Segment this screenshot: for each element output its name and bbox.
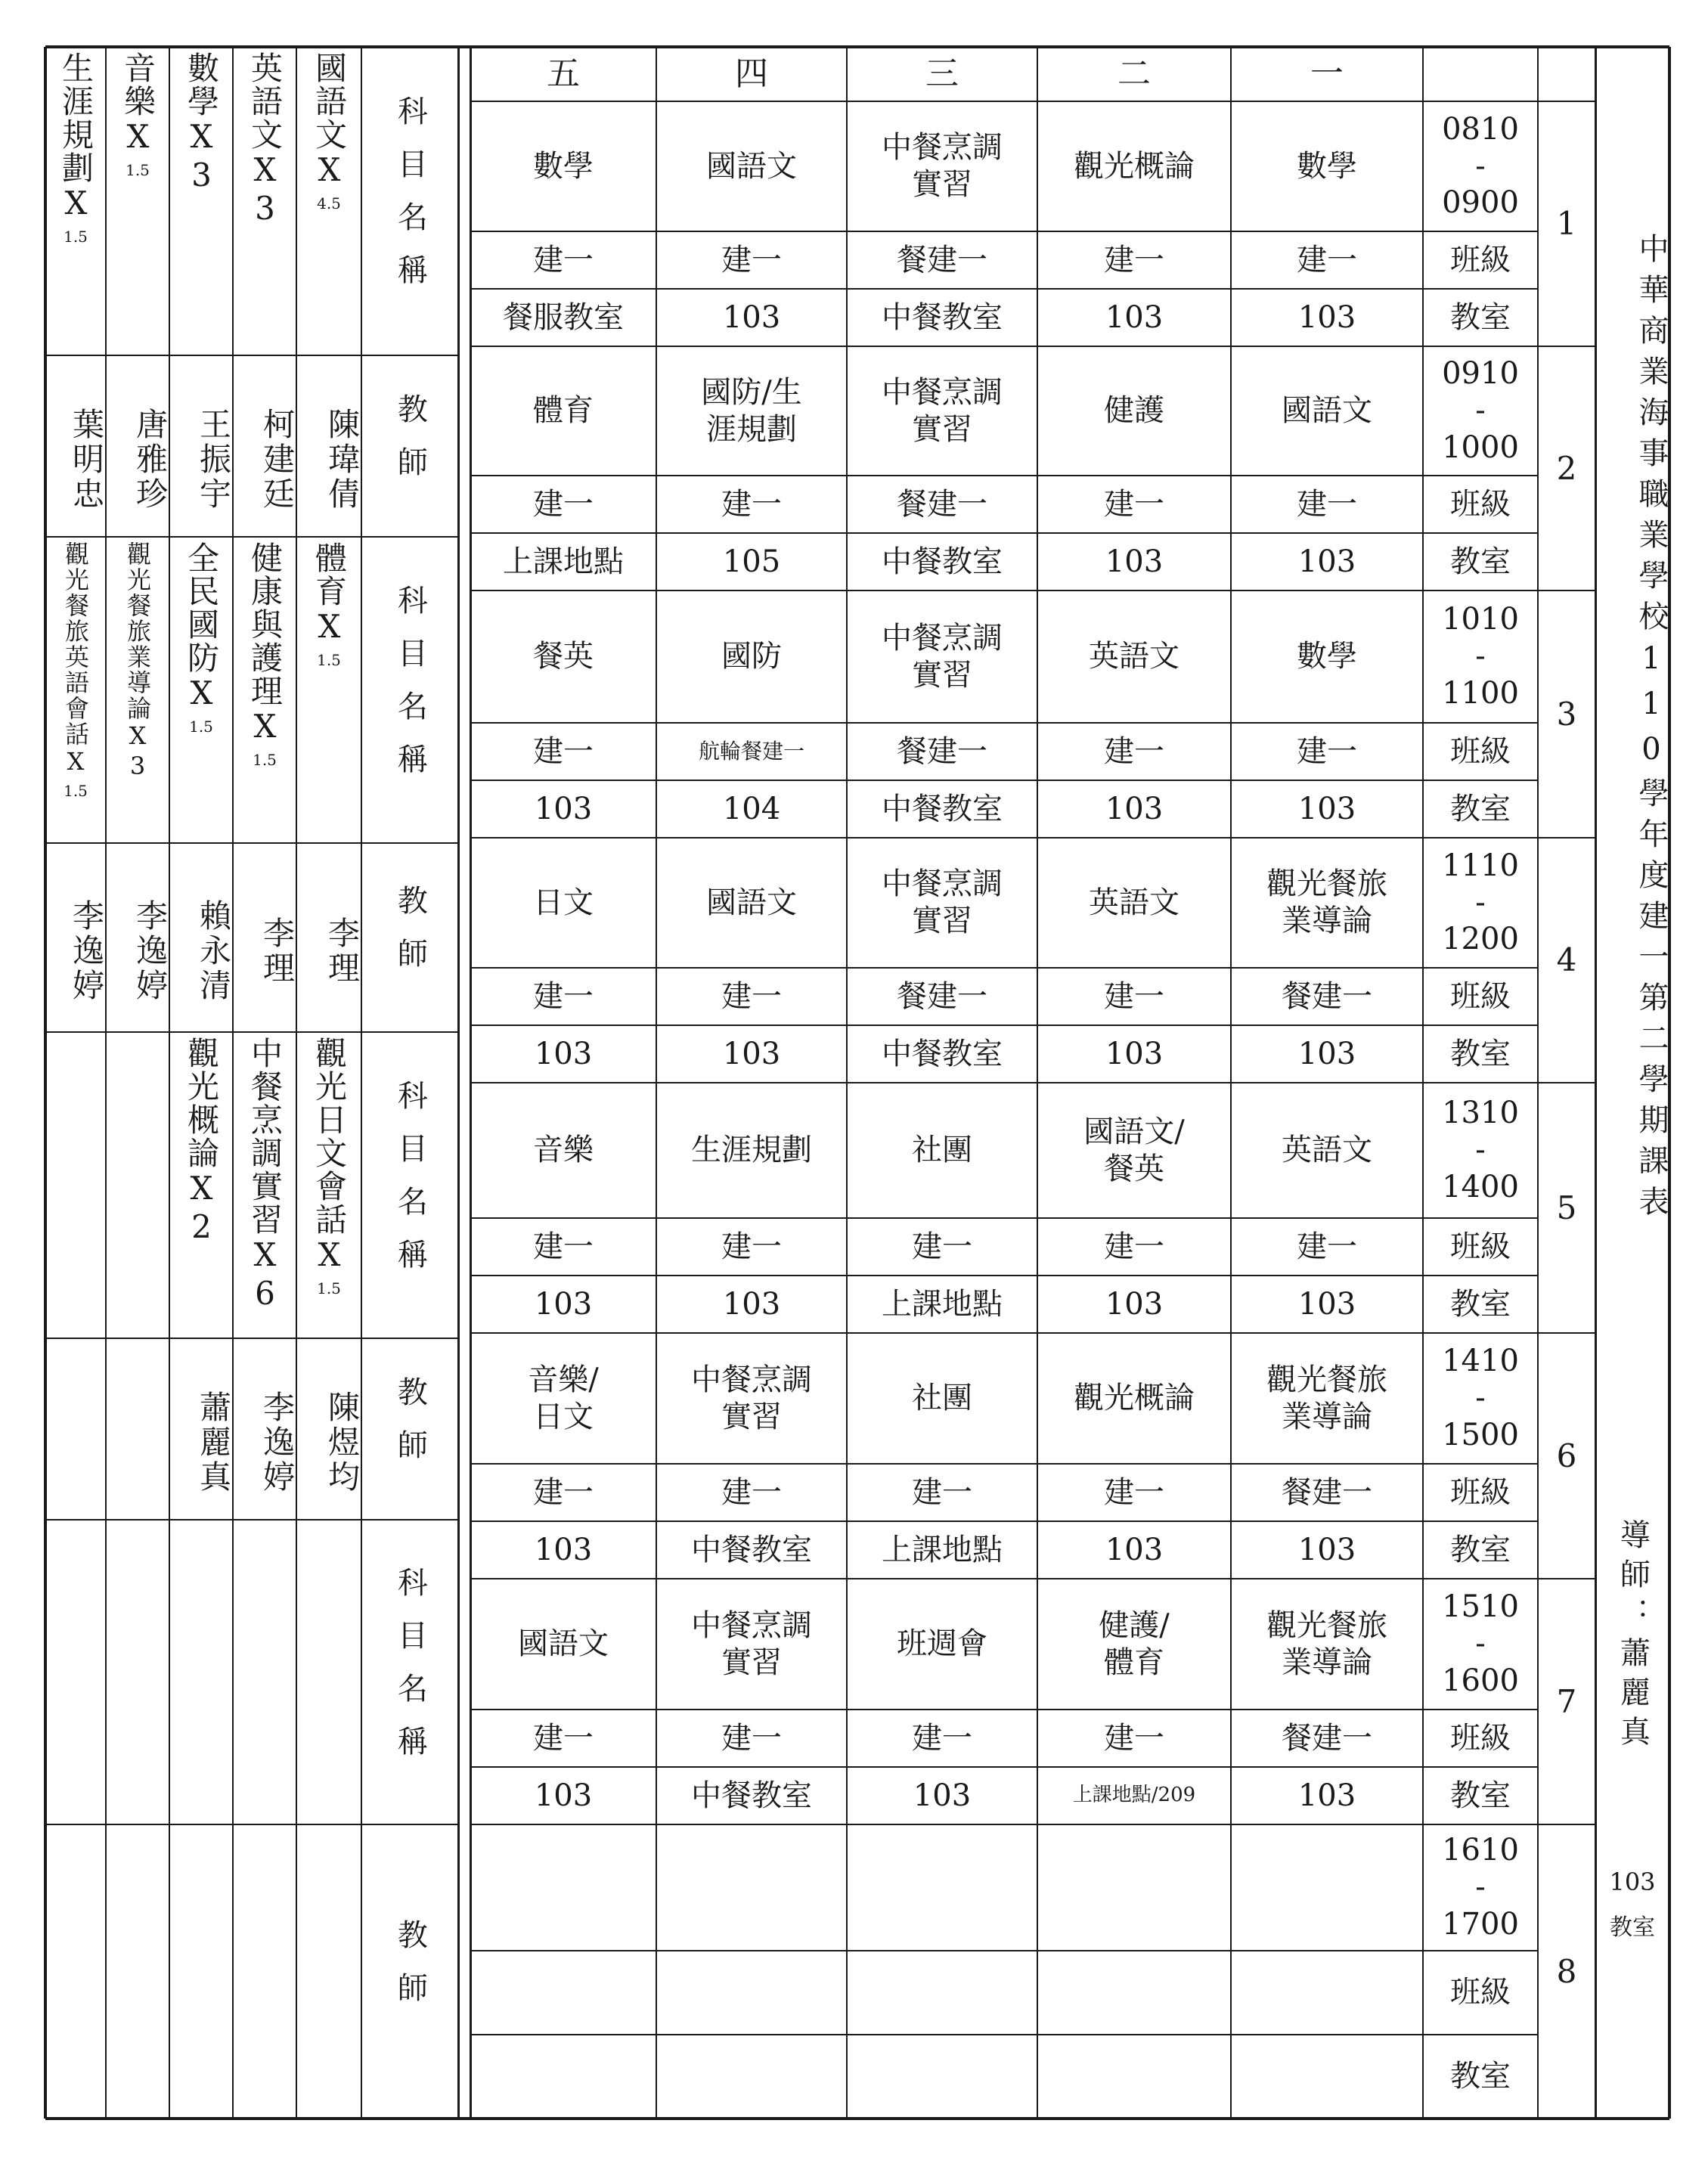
room-cell: 上課地點: [882, 1286, 1003, 1322]
subject-credits: 1.5: [317, 651, 341, 669]
room-cell: 103: [1297, 1778, 1356, 1813]
time-end: 1500: [1442, 1417, 1519, 1452]
teacher-name: 李逸婷: [132, 899, 169, 1003]
teacher-name: [296, 1824, 361, 2119]
room-row-label: 教室: [1450, 1778, 1511, 1813]
class-row-label: 班級: [1450, 1229, 1511, 1264]
subject-cell: 生涯規劃: [691, 1133, 812, 1168]
class-cell: [1037, 1951, 1231, 2035]
subject-cell: 國語文: [518, 1626, 609, 1662]
subject-cell: 體育: [533, 393, 594, 429]
subject-cell: 觀光概論: [1074, 148, 1195, 184]
subject-credits: 1.5: [253, 751, 277, 769]
class-cell: 建一: [1297, 733, 1357, 769]
subject-credits: 1.5: [317, 1279, 341, 1297]
class-row-label: 班級: [1450, 1474, 1511, 1510]
teacher-name: 李理: [324, 916, 361, 986]
subject-cell: 觀光餐旅 業導論: [1266, 866, 1387, 938]
grid-line: [1423, 967, 1538, 969]
class-cell: 建一: [1297, 242, 1357, 277]
class-row-label: 班級: [1450, 978, 1511, 1014]
time-separator: -: [1475, 1133, 1486, 1168]
subject-cell: 健護: [1104, 393, 1164, 429]
time-start: 0910: [1442, 356, 1519, 392]
room-cell: 中餐教室: [691, 1532, 812, 1567]
teacher-name: [45, 1338, 106, 1520]
room-cell: 103: [1297, 791, 1356, 826]
period-number: 2: [1556, 449, 1577, 487]
class-cell: 餐建一: [897, 978, 987, 1014]
subject-cell: 社團: [912, 1133, 972, 1168]
school-title: 中華商業海事職業學校110學年度建一第二學期課表: [1634, 233, 1669, 1226]
room-cell: 104: [722, 791, 781, 826]
room-row-label: 教室: [1450, 299, 1511, 335]
class-cell: 建一: [721, 1474, 782, 1510]
period-time: [1423, 1083, 1538, 1218]
time-separator: -: [1475, 885, 1486, 920]
room-row-label: 教室: [1450, 2059, 1511, 2094]
class-cell: [847, 1951, 1037, 2035]
subject-entry: [45, 541, 106, 839]
class-cell: 建一: [1104, 1229, 1164, 1264]
class-cell: 建一: [1104, 733, 1164, 769]
room-cell: 103: [722, 1286, 781, 1322]
day-header-1: 五: [547, 54, 580, 94]
period-number: 7: [1556, 1682, 1577, 1720]
subject-entry: [169, 541, 233, 839]
grid-line: [1423, 1275, 1538, 1276]
time-end: 0900: [1442, 185, 1519, 221]
subject-cell: 觀光餐旅 業導論: [1266, 1607, 1387, 1680]
time-start: 1010: [1442, 602, 1519, 637]
room-cell: 103: [1105, 1532, 1164, 1567]
class-cell: 建一: [533, 486, 594, 522]
subject-cell: 國防: [721, 639, 782, 674]
room-cell: 103: [1297, 299, 1356, 335]
room-row-label: 教室: [1450, 1036, 1511, 1071]
subject-entry: [45, 1524, 106, 1820]
room-row-label: 教室: [1450, 1286, 1511, 1322]
subject-cell: 社團: [912, 1381, 972, 1416]
teacher-name: [233, 1824, 296, 2119]
subject-cell: 中餐烹調 實習: [882, 866, 1003, 938]
class-cell: 建一: [1297, 486, 1357, 522]
room-cell: 中餐教室: [882, 544, 1003, 579]
class-cell: 建一: [721, 486, 782, 522]
subject-name: 觀光餐旅英語會話X: [61, 541, 90, 777]
room-cell: 上課地點: [882, 1532, 1003, 1567]
period-time: [1423, 1333, 1538, 1464]
subject-credits: 1.5: [64, 228, 88, 246]
class-cell: 餐建一: [1282, 978, 1372, 1014]
subject-entry: [296, 1037, 361, 1334]
period-number: 3: [1556, 695, 1577, 733]
teacher-name: 陳瑋倩: [324, 408, 361, 512]
subject-cell: 英語文: [1089, 885, 1179, 920]
room-cell: 103: [722, 1036, 781, 1071]
subject-cell: 英語文: [1282, 1133, 1372, 1168]
room-cell: 上課地點/209: [1072, 1784, 1196, 1807]
class-cell: 餐建一: [1282, 1474, 1372, 1510]
teacher-label: 教師: [392, 1376, 428, 1482]
teacher-name: 李理: [259, 916, 296, 986]
subject-cell: 中餐烹調 實習: [882, 620, 1003, 693]
period-time: [1423, 591, 1538, 723]
classroom-unit: 教室: [1610, 1914, 1655, 1941]
subject-cell: 國語文/ 餐英: [1083, 1114, 1185, 1186]
subject-name: 體育X: [311, 541, 348, 646]
subject-entry: [169, 1037, 233, 1334]
room-cell: 103: [1297, 544, 1356, 579]
class-row-label: 班級: [1450, 486, 1511, 522]
subject-cell: 國語文: [706, 148, 797, 184]
subject-cell: [847, 1824, 1037, 1951]
teacher-name: [169, 1824, 233, 2119]
class-cell: 航輪餐建一: [698, 738, 804, 764]
grid-line: [1423, 1520, 1538, 1522]
grid-line: [1423, 1217, 1538, 1219]
time-separator: -: [1475, 1626, 1486, 1662]
subject-cell: 英語文: [1089, 639, 1179, 674]
period-number: 5: [1556, 1189, 1577, 1226]
time-separator: -: [1475, 393, 1486, 429]
period-time: [1423, 838, 1538, 968]
class-cell: 建一: [533, 1720, 594, 1756]
subject-entry: [296, 541, 361, 839]
subject-cell: 數學: [533, 148, 594, 184]
time-start: 1610: [1442, 1833, 1519, 1868]
time-start: 0810: [1442, 111, 1519, 147]
room-cell: [1231, 2035, 1423, 2119]
teacher-name: 賴永清: [195, 899, 232, 1003]
class-cell: 餐建一: [1282, 1720, 1372, 1756]
subject-name-label: 科目名稱: [392, 584, 428, 796]
room-cell: 103: [1105, 544, 1164, 579]
subject-cell: 健護/ 體育: [1099, 1607, 1170, 1680]
subject-entry: [233, 541, 296, 839]
class-cell: 建一: [721, 1720, 782, 1756]
grid-line: [1423, 1709, 1538, 1710]
class-cell: 建一: [1104, 242, 1164, 277]
time-separator: -: [1475, 1870, 1486, 1905]
class-row-label: 班級: [1450, 242, 1511, 277]
period-time: [1423, 1824, 1538, 1951]
time-end: 1000: [1442, 429, 1519, 465]
subject-name: 數學X3: [183, 51, 220, 195]
teacher-label: 教師: [392, 885, 428, 990]
subject-entry: [106, 1037, 169, 1334]
class-cell: 建一: [1104, 1720, 1164, 1756]
time-end: 1700: [1442, 1907, 1519, 1942]
subject-entry: [169, 1524, 233, 1820]
class-cell: 建一: [533, 242, 594, 277]
class-cell: [656, 1951, 847, 2035]
subject-entry: [296, 1524, 361, 1820]
subject-cell: 觀光餐旅 業導論: [1266, 1362, 1387, 1434]
class-row-label: 班級: [1450, 1720, 1511, 1756]
day-header-2: 四: [735, 54, 768, 94]
period-number: 1: [1556, 205, 1577, 243]
time-separator: -: [1475, 148, 1486, 184]
subject-name-label: 科目名稱: [392, 1079, 428, 1291]
class-cell: 建一: [912, 1474, 972, 1510]
class-cell: 建一: [533, 733, 594, 769]
room-row-label: 教室: [1450, 791, 1511, 826]
room-cell: 103: [1105, 299, 1164, 335]
classroom-number: 103: [1609, 1868, 1656, 1897]
room-cell: [847, 2035, 1037, 2119]
time-end: 1100: [1442, 675, 1519, 711]
grid-line: [1423, 1025, 1538, 1026]
class-cell: 建一: [1104, 486, 1164, 522]
grid-line: [1423, 1766, 1538, 1768]
room-cell: 103: [1297, 1286, 1356, 1322]
subject-cell: 班週會: [897, 1626, 987, 1662]
room-cell: 103: [534, 791, 593, 826]
teacher-name: 王振宇: [195, 408, 232, 512]
subject-cell: 中餐烹調 實習: [882, 374, 1003, 447]
grid-line: [1423, 475, 1538, 476]
subject-name: 中餐烹調實習X6: [246, 1037, 284, 1313]
time-start: 1410: [1442, 1344, 1519, 1379]
teacher-name: 李逸婷: [68, 899, 105, 1003]
class-cell: 餐建一: [897, 486, 987, 522]
class-cell: 建一: [721, 242, 782, 277]
grid-line: [1423, 532, 1538, 534]
grid-line: [1423, 231, 1538, 232]
subject-name-label: 科目名稱: [392, 95, 428, 307]
room-cell: 餐服教室: [503, 299, 624, 335]
room-cell: 103: [534, 1532, 593, 1567]
grid-line: [1423, 722, 1538, 724]
room-cell: 中餐教室: [882, 299, 1003, 335]
subject-cell: [470, 1824, 656, 1951]
subject-entry: [233, 1037, 296, 1334]
subject-name: 音樂X: [119, 51, 157, 157]
class-cell: [1231, 1951, 1423, 2035]
class-cell: 建一: [1297, 1229, 1357, 1264]
class-cell: 建一: [721, 1229, 782, 1264]
room-cell: 中餐教室: [882, 1036, 1003, 1071]
subject-cell: 國語文: [1282, 393, 1372, 429]
teacher-label: 教師: [392, 1918, 428, 2025]
teacher-label: 教師: [392, 393, 428, 499]
room-cell: [1037, 2035, 1231, 2119]
teacher-name: [106, 1338, 169, 1520]
subject-name: 生涯規劃X: [57, 51, 95, 223]
subject-cell: 國語文: [706, 885, 797, 920]
room-cell: 103: [1105, 1036, 1164, 1071]
class-cell: 建一: [533, 1474, 594, 1510]
subject-credits: 1.5: [189, 718, 213, 736]
teacher-name: 李逸婷: [259, 1390, 296, 1495]
subject-entry: [45, 51, 106, 351]
room-cell: 103: [913, 1778, 972, 1813]
class-cell: [470, 1951, 656, 2035]
teacher-name: 柯建廷: [259, 408, 296, 512]
room-cell: 103: [722, 299, 781, 335]
room-cell: 103: [1297, 1532, 1356, 1567]
room-cell: 103: [1105, 1286, 1164, 1322]
subject-name: 健康與護理X: [246, 541, 284, 746]
room-cell: 103: [1105, 791, 1164, 826]
subject-name: 英語文X3: [246, 51, 284, 228]
period-number: 4: [1556, 941, 1577, 979]
room-cell: 105: [722, 544, 781, 579]
subject-cell: 中餐烹調 實習: [691, 1362, 812, 1434]
time-separator: -: [1475, 639, 1486, 674]
class-cell: 餐建一: [897, 242, 987, 277]
subject-entry: [296, 51, 361, 351]
grid-line: [1423, 1463, 1538, 1465]
subject-name: 觀光概論X2: [183, 1037, 220, 1247]
grid-line: [1423, 2034, 1538, 2035]
grid-line: [1423, 780, 1538, 781]
subject-name: 全民國防X: [183, 541, 220, 713]
period-time: [1423, 101, 1538, 231]
subject-entry: [45, 1037, 106, 1334]
period-time: [1423, 1579, 1538, 1710]
class-row-label: 班級: [1450, 733, 1511, 769]
time-start: 1110: [1442, 848, 1519, 883]
subject-cell: 國防/生 涯規劃: [701, 374, 802, 447]
day-header-5: 一: [1310, 54, 1344, 94]
room-row-label: 教室: [1450, 1532, 1511, 1567]
class-cell: 建一: [721, 978, 782, 1014]
class-cell: 餐建一: [897, 733, 987, 769]
day-header-3: 三: [925, 54, 959, 94]
subject-cell: 中餐烹調 實習: [691, 1607, 812, 1680]
class-cell: 建一: [912, 1229, 972, 1264]
time-start: 1510: [1442, 1589, 1519, 1625]
time-end: 1400: [1442, 1169, 1519, 1204]
subject-entry: [233, 1524, 296, 1820]
teacher-name: 葉明忠: [68, 408, 105, 512]
teacher-name: 蕭麗真: [195, 1390, 232, 1495]
room-cell: 上課地點: [503, 544, 624, 579]
subject-credits: 1.5: [64, 782, 88, 800]
room-cell: 103: [534, 1286, 593, 1322]
period-number: 8: [1556, 1952, 1577, 1990]
teacher-name: 唐雅珍: [132, 408, 169, 512]
room-cell: [656, 2035, 847, 2119]
subject-cell: 數學: [1297, 148, 1357, 184]
room-cell: 中餐教室: [691, 1778, 812, 1813]
subject-entry: [106, 1524, 169, 1820]
subject-entry: [106, 51, 169, 351]
homeroom-teacher: 導師：蕭麗真: [1615, 1519, 1651, 1755]
period-number: 6: [1556, 1437, 1577, 1474]
subject-cell: 觀光概論: [1074, 1381, 1195, 1416]
class-cell: 建一: [1104, 978, 1164, 1014]
subject-cell: 數學: [1297, 639, 1357, 674]
subject-name-label: 科目名稱: [392, 1566, 428, 1778]
grid-line: [1423, 288, 1538, 290]
subject-name: 觀光日文會話X: [311, 1037, 348, 1275]
subject-entry: [106, 541, 169, 839]
subject-cell: 中餐烹調 實習: [882, 130, 1003, 202]
teacher-name: [106, 1824, 169, 2119]
day-header-4: 二: [1117, 54, 1151, 94]
time-end: 1600: [1442, 1663, 1519, 1698]
subject-cell: 日文: [533, 885, 594, 920]
teacher-name: [45, 1824, 106, 2119]
subject-credits: 4.5: [317, 194, 341, 212]
room-cell: 103: [534, 1036, 593, 1071]
time-start: 1310: [1442, 1096, 1519, 1131]
subject-name: 觀光餐旅業導論X3: [123, 541, 152, 782]
subject-cell: [1231, 1824, 1423, 1951]
subject-credits: 1.5: [126, 161, 150, 179]
subject-name: 國語文X: [311, 51, 348, 190]
room-cell: [470, 2035, 656, 2119]
room-row-label: 教室: [1450, 544, 1511, 579]
subject-cell: 音樂/ 日文: [528, 1362, 599, 1434]
class-cell: 建一: [912, 1720, 972, 1756]
room-cell: 中餐教室: [882, 791, 1003, 826]
time-end: 1200: [1442, 922, 1519, 957]
class-cell: 建一: [533, 978, 594, 1014]
room-cell: 103: [1297, 1036, 1356, 1071]
period-time: [1423, 346, 1538, 476]
room-cell: 103: [534, 1778, 593, 1813]
time-separator: -: [1475, 1381, 1486, 1416]
teacher-name: 陳煜均: [324, 1390, 361, 1495]
subject-cell: 餐英: [533, 639, 594, 674]
class-cell: 建一: [1104, 1474, 1164, 1510]
subject-cell: 音樂: [533, 1133, 594, 1168]
subject-cell: [1037, 1824, 1231, 1951]
subject-entry: [233, 51, 296, 351]
class-row-label: 班級: [1450, 1975, 1511, 2010]
grid-line: [1423, 1950, 1538, 1951]
class-cell: 建一: [533, 1229, 594, 1264]
subject-cell: [656, 1824, 847, 1951]
subject-entry: [169, 51, 233, 351]
